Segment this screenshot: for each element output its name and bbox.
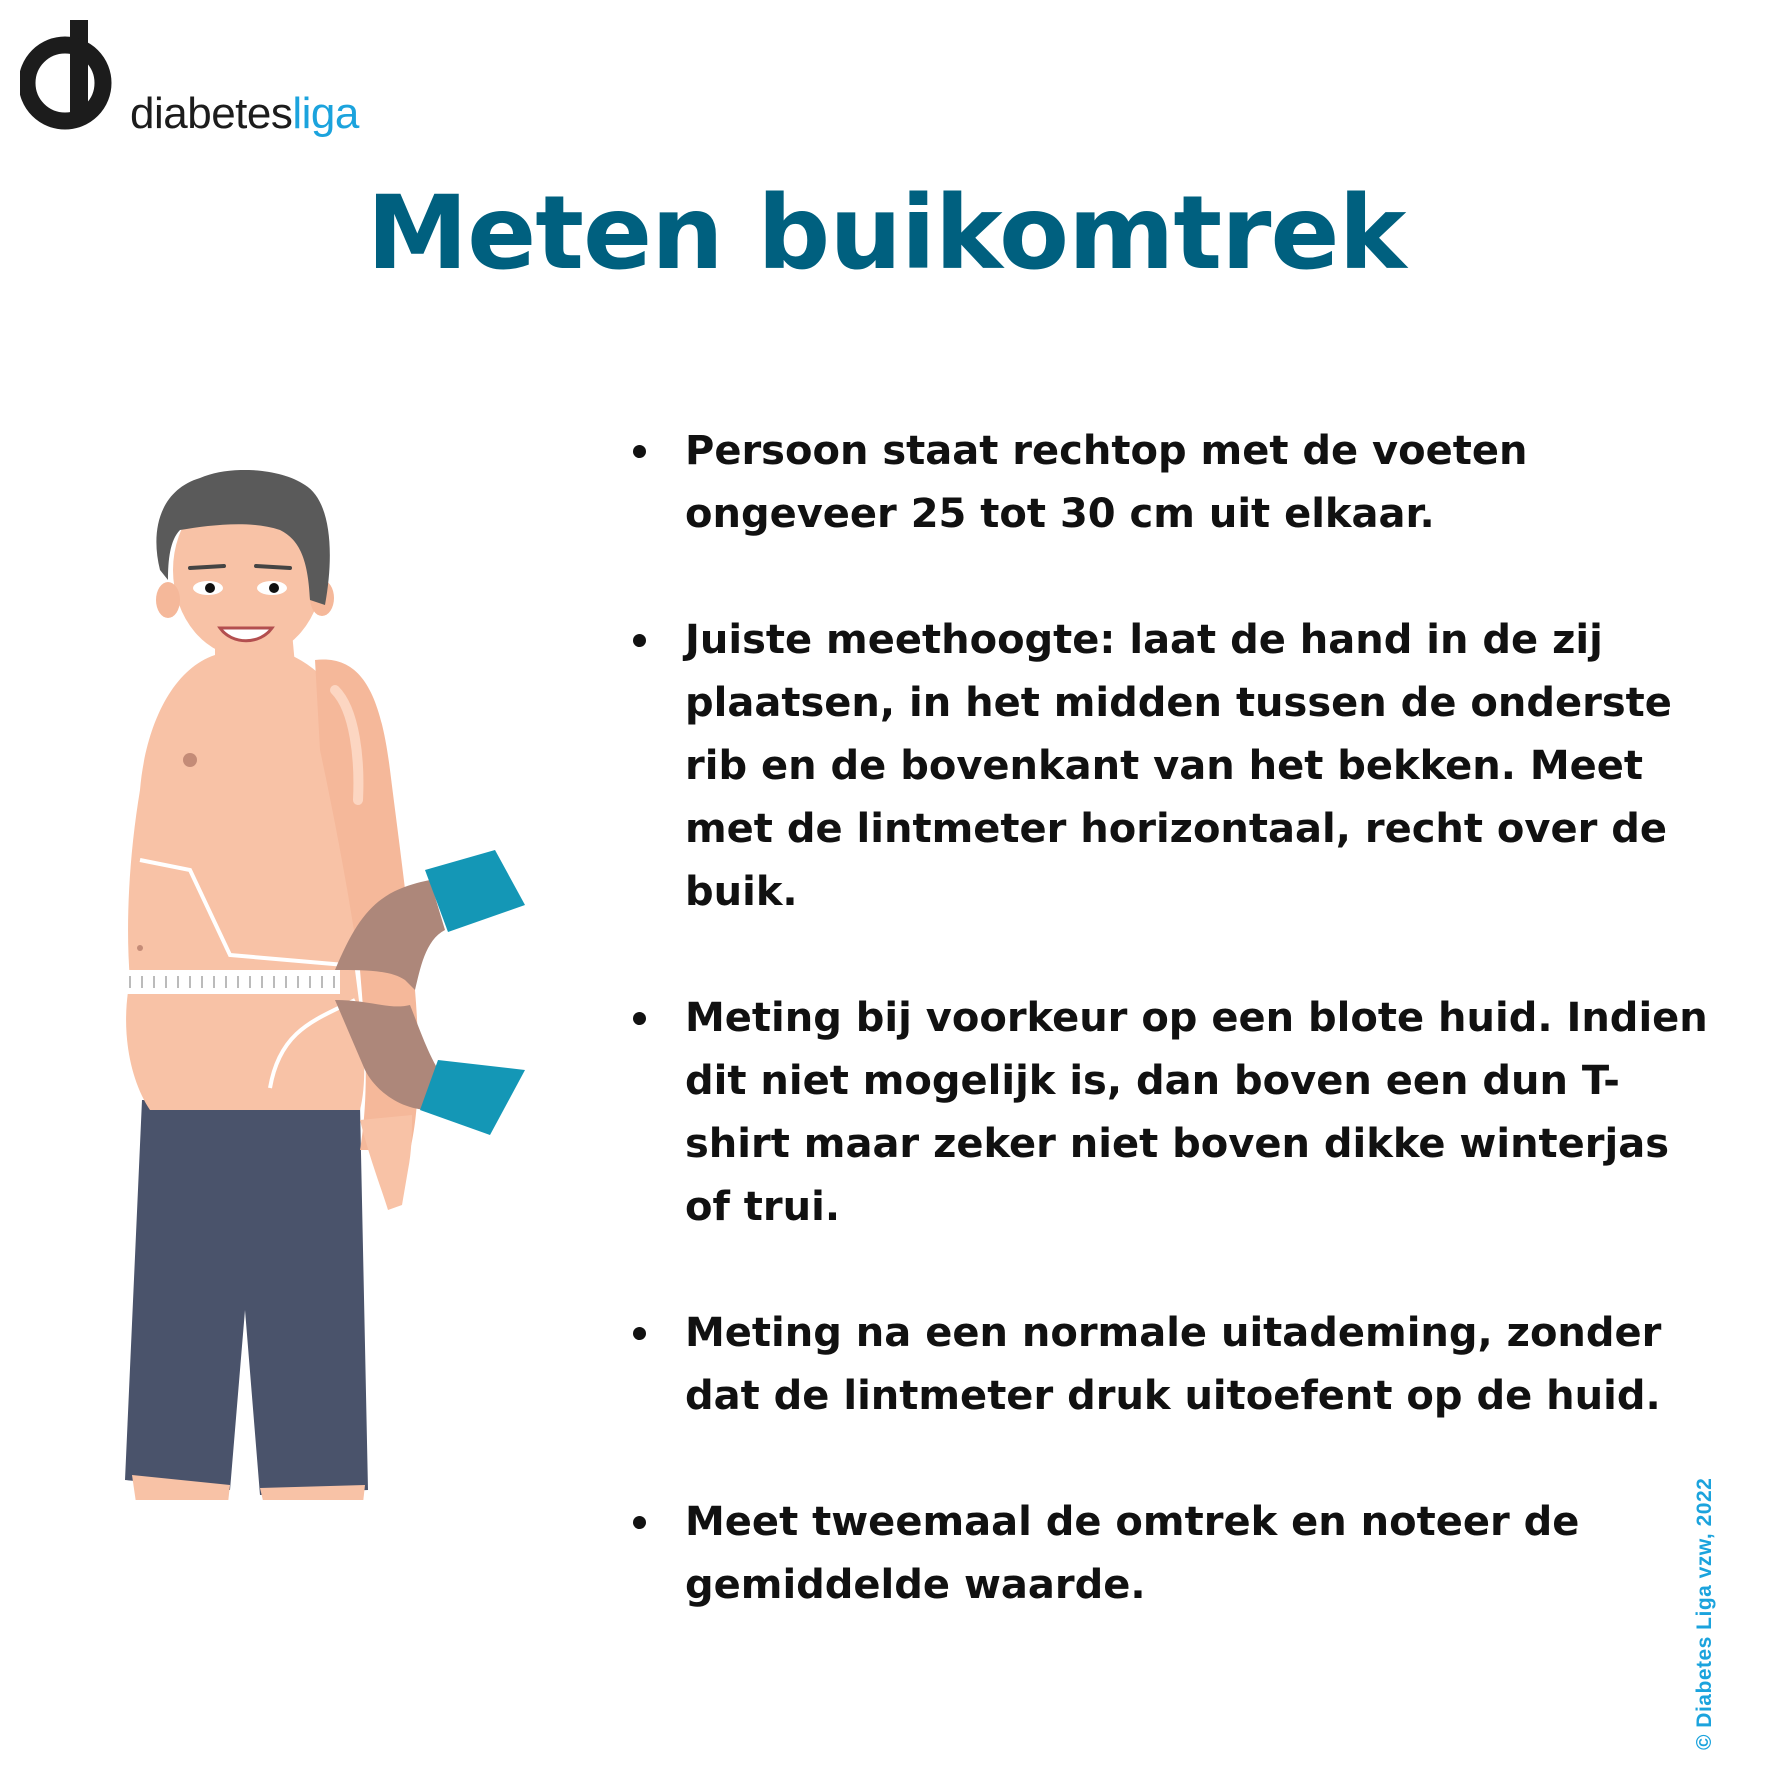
list-item: Persoon staat rechtop met de voeten ongeveer 25 tot 30 cm uit elkaar. [630, 420, 1710, 546]
logo [20, 20, 400, 138]
page-title: Meten buikomtrek [366, 174, 1406, 293]
list-item: Meting bij voorkeur op een blote huid. Indien dit niet mogelijk is, dan boven een dun T-shirt maar zeker niet boven dikke winterjas of trui. [630, 987, 1710, 1239]
list-item: Meting na een normale uitademing, zonder dat de lintmeter druk uitoefent op de huid. [630, 1302, 1710, 1428]
list-item: Juiste meethoogte: laat de hand in de zij plaatsen, in het midden tussen de onderste rib en de bovenkant van het bekken. Meet met de lintmeter horizontaal, recht over de buik. [630, 609, 1710, 924]
man-measuring-waist-icon [120, 470, 610, 1500]
logo-word-liga: liga [292, 89, 359, 138]
shorts-icon [125, 1100, 368, 1495]
illustration [120, 470, 610, 1500]
instruction-list [630, 420, 1710, 1680]
list-item: Meet tweemaal de omtrek en noteer de gemiddelde waarde. [630, 1491, 1710, 1617]
copyright-notice: © Diabetes Liga vzw, 2022 [1693, 1477, 1716, 1750]
logo-word-diabetes: diabetes [130, 89, 293, 138]
diabetes-liga-logo-icon [20, 20, 130, 135]
logo-wordmark [130, 89, 359, 138]
